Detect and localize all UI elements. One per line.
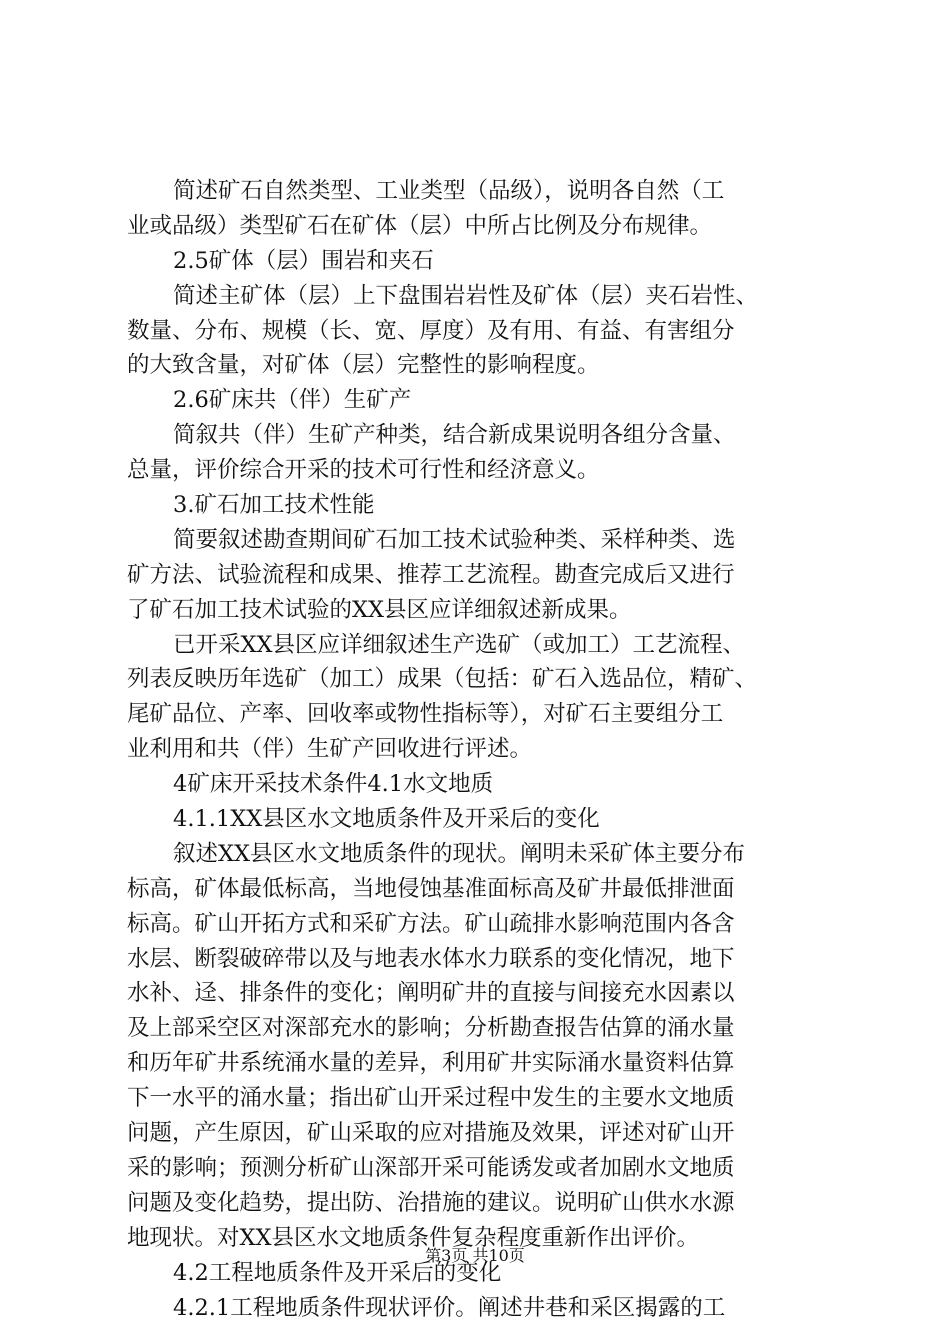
paragraph-line: 业或品级）类型矿石在矿体（层）中所占比例及分布规律。 [127, 212, 713, 239]
section-heading: 4矿床开采技术条件4.1水文地质 [173, 771, 494, 798]
paragraph-line: 简述矿石自然类型、工业类型（品级），说明各自然（工 [173, 178, 725, 204]
page-number-footer: 第3页 共10页 [425, 1246, 525, 1265]
paragraph-line: 简要叙述勘查期间矿石加工技术试验种类、采样种类、选 [173, 526, 736, 553]
section-heading: 2.6矿床共（伴）生矿产 [173, 387, 412, 414]
paragraph-line: 4.2.1工程地质条件现状评价。阐述井巷和采区揭露的工 [173, 1294, 726, 1321]
paragraph-line: 了矿石加工技术试验的XX县区应详细叙述新成果。 [127, 596, 632, 623]
paragraph-line: 尾矿品位、产率、回收率或物性指标等），对矿石主要组分工 [127, 701, 724, 728]
paragraph-line: 水层、断裂破碎带以及与地表水体水力联系的变化情况，地下 [127, 945, 735, 972]
paragraph-line: 简述主矿体（层）上下盘围岩岩性及矿体（层）夹石岩性、 [173, 282, 759, 309]
paragraph-line: 和历年矿井系统涌水量的差异，利用矿井实际涌水量资料估算 [127, 1050, 735, 1077]
paragraph-line: 矿方法、试验流程和成果、推荐工艺流程。勘查完成后又进行 [127, 561, 735, 588]
paragraph-line: 下一水平的涌水量；指出矿山开采过程中发生的主要水文地质 [127, 1085, 735, 1112]
paragraph-line: 问题及变化趋势，提出防、治措施的建议。说明矿山供水水源 [127, 1189, 735, 1216]
section-heading: 4.2工程地质条件及开采后的变化 [173, 1259, 502, 1286]
paragraph-line: 及上部采空区对深部充水的影响；分析勘查报告估算的涌水量 [127, 1015, 735, 1042]
paragraph-line: 已开采XX县区应详细叙述生产选矿（或加工）工艺流程、 [173, 631, 746, 658]
paragraph-line: 叙述XX县区水文地质条件的现状。阐明未采矿体主要分布 [173, 840, 746, 867]
section-heading: 2.5矿体（层）围岩和夹石 [173, 247, 434, 274]
document-body [127, 174, 833, 1325]
paragraph-line: 总量，评价综合开采的技术可行性和经济意义。 [127, 457, 600, 484]
paragraph-line: 地现状。对XX县区水文地质条件复杂程度重新作出评价。 [127, 1224, 700, 1251]
paragraph-line: 简叙共（伴）生矿产种类，结合新成果说明各组分含量、 [173, 422, 736, 449]
paragraph-line: 数量、分布、规模（长、宽、厚度）及有用、有益、有害组分 [127, 317, 735, 344]
paragraph-line: 业利用和共（伴）生矿产回收进行评述。 [127, 736, 533, 763]
paragraph-line: 问题，产生原因，矿山采取的应对措施及效果，评述对矿山开 [127, 1120, 735, 1147]
paragraph-line: 水补、迳、排条件的变化；阐明矿井的直接与间接充水因素以 [127, 980, 735, 1007]
section-heading: 4.1.1XX县区水文地质条件及开采后的变化 [173, 806, 600, 833]
section-heading: 3.矿石加工技术性能 [173, 492, 375, 519]
paragraph-line: 列表反映历年选矿（加工）成果（包括：矿石入选品位，精矿、 [127, 666, 758, 693]
paragraph-line: 标高。矿山开拓方式和采矿方法。矿山疏排水影响范围内各含 [127, 910, 735, 937]
paragraph-line: 采的影响；预测分析矿山深部开采可能诱发或者加剧水文地质 [127, 1154, 735, 1181]
paragraph-line: 标高，矿体最低标高，当地侵蚀基准面标高及矿井最低排泄面 [127, 875, 735, 902]
paragraph-line: 的大致含量，对矿体（层）完整性的影响程度。 [127, 352, 600, 379]
